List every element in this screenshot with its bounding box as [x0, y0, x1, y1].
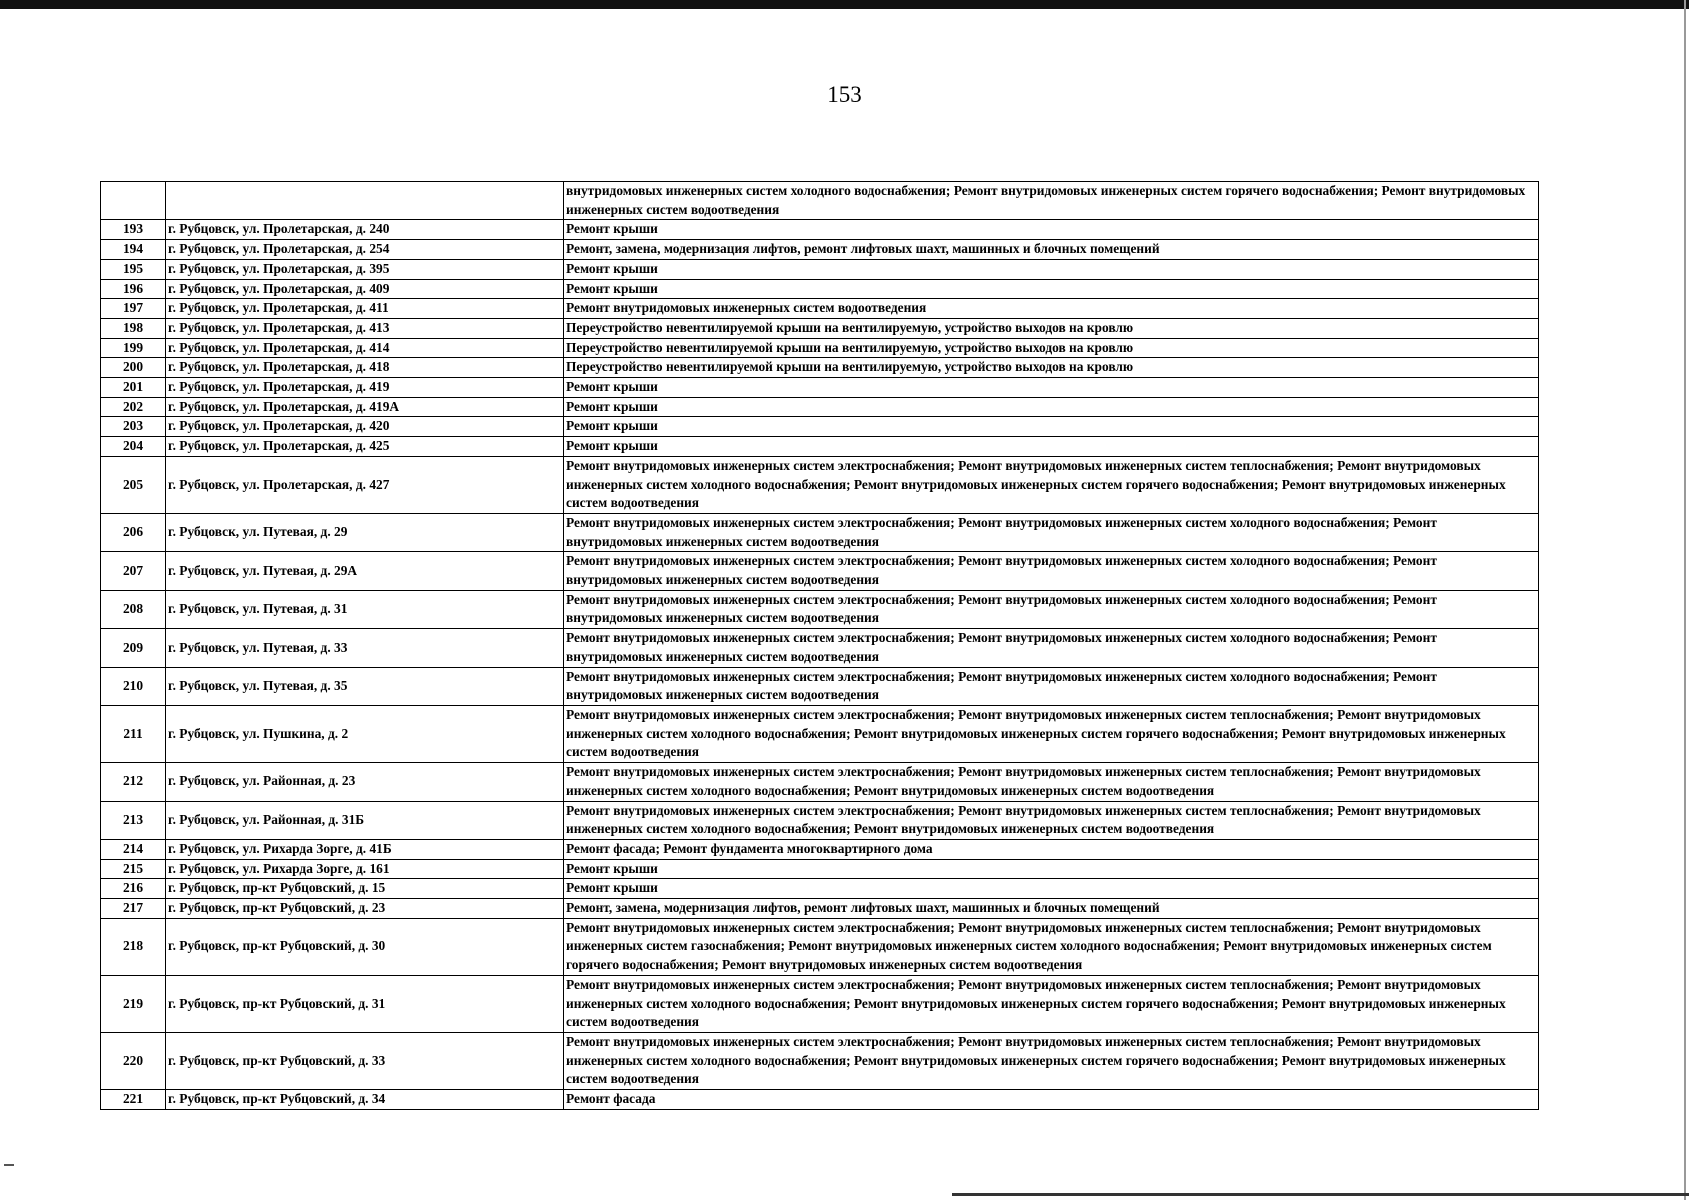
row-number-cell: 207	[101, 552, 166, 590]
row-number-cell: 196	[101, 279, 166, 299]
address-cell: г. Рубцовск, ул. Путевая, д. 35	[166, 667, 564, 705]
work-type-cell: Ремонт крыши	[564, 417, 1539, 437]
row-number-cell: 199	[101, 338, 166, 358]
work-type-cell: Ремонт крыши	[564, 437, 1539, 457]
row-number-cell: 221	[101, 1090, 166, 1110]
address-cell: г. Рубцовск, ул. Пушкина, д. 2	[166, 705, 564, 762]
row-number-cell: 215	[101, 859, 166, 879]
address-cell: г. Рубцовск, ул. Путевая, д. 33	[166, 629, 564, 667]
address-cell: г. Рубцовск, ул. Пролетарская, д. 395	[166, 259, 564, 279]
row-number-cell: 213	[101, 801, 166, 839]
row-number-cell: 195	[101, 259, 166, 279]
row-number-cell: 208	[101, 590, 166, 628]
row-number-cell: 201	[101, 378, 166, 398]
row-number-cell	[101, 182, 166, 220]
work-type-cell: Ремонт внутридомовых инженерных систем электроснабжения; Ремонт внутридомовых инженерных систем холодного водоснабжения; Ремонт внутридомовых инженерных систем водоотведения	[564, 513, 1539, 551]
address-cell: г. Рубцовск, ул. Рихарда Зорге, д. 41Б	[166, 839, 564, 859]
work-type-cell: Ремонт, замена, модернизация лифтов, ремонт лифтовых шахт, машинных и блочных помещений	[564, 240, 1539, 260]
address-cell: г. Рубцовск, пр-кт Рубцовский, д. 34	[166, 1090, 564, 1110]
table-row	[101, 397, 1539, 417]
table-row	[101, 318, 1539, 338]
scan-bottom-border	[952, 1193, 1689, 1196]
row-number-cell: 219	[101, 975, 166, 1032]
address-cell: г. Рубцовск, ул. Пролетарская, д. 254	[166, 240, 564, 260]
table-row	[101, 899, 1539, 919]
table-row	[101, 763, 1539, 801]
address-cell: г. Рубцовск, ул. Путевая, д. 29А	[166, 552, 564, 590]
table-row	[101, 590, 1539, 628]
address-cell: г. Рубцовск, пр-кт Рубцовский, д. 23	[166, 899, 564, 919]
address-cell: г. Рубцовск, ул. Районная, д. 23	[166, 763, 564, 801]
registry-table-body	[101, 182, 1539, 1110]
row-number-cell: 204	[101, 437, 166, 457]
row-number-cell: 211	[101, 705, 166, 762]
work-type-cell: Ремонт внутридомовых инженерных систем электроснабжения; Ремонт внутридомовых инженерных систем холодного водоснабжения; Ремонт внутридомовых инженерных систем водоотведения	[564, 552, 1539, 590]
table-row	[101, 879, 1539, 899]
work-type-cell: Ремонт крыши	[564, 220, 1539, 240]
registry-table	[100, 181, 1539, 1110]
scan-artifact-mark	[4, 1164, 14, 1166]
work-type-cell: Ремонт, замена, модернизация лифтов, ремонт лифтовых шахт, машинных и блочных помещений	[564, 899, 1539, 919]
table-row	[101, 259, 1539, 279]
address-cell: г. Рубцовск, ул. Пролетарская, д. 411	[166, 299, 564, 319]
row-number-cell: 193	[101, 220, 166, 240]
table-row	[101, 1032, 1539, 1089]
table-row	[101, 918, 1539, 975]
table-row	[101, 299, 1539, 319]
work-type-cell: Ремонт крыши	[564, 859, 1539, 879]
row-number-cell: 217	[101, 899, 166, 919]
table-row-continuation	[101, 182, 1539, 220]
work-type-cell: Ремонт крыши	[564, 279, 1539, 299]
work-type-cell: внутридомовых инженерных систем холодного водоснабжения; Ремонт внутридомовых инженерных систем горячего водоснабжения; Ремонт внутридомовых инженерных систем водоотведения	[564, 182, 1539, 220]
work-type-cell: Ремонт крыши	[564, 378, 1539, 398]
table-row	[101, 552, 1539, 590]
work-type-cell: Ремонт внутридомовых инженерных систем электроснабжения; Ремонт внутридомовых инженерных систем холодного водоснабжения; Ремонт внутридомовых инженерных систем водоотведения	[564, 667, 1539, 705]
address-cell: г. Рубцовск, ул. Пролетарская, д. 413	[166, 318, 564, 338]
table-row	[101, 975, 1539, 1032]
work-type-cell: Ремонт внутридомовых инженерных систем электроснабжения; Ремонт внутридомовых инженерных систем холодного водоснабжения; Ремонт внутридомовых инженерных систем водоотведения	[564, 629, 1539, 667]
table-row	[101, 338, 1539, 358]
row-number-cell: 194	[101, 240, 166, 260]
scan-right-edge	[1684, 0, 1686, 1200]
work-type-cell: Ремонт внутридомовых инженерных систем водоотведения	[564, 299, 1539, 319]
work-type-cell: Переустройство невентилируемой крыши на вентилируемую, устройство выходов на кровлю	[564, 318, 1539, 338]
work-type-cell: Ремонт внутридомовых инженерных систем электроснабжения; Ремонт внутридомовых инженерных систем теплоснабжения; Ремонт внутридомовых инженерных систем газоснабжения; Ремонт внутридомовых инженерных систем холодного водоснабжения; Ремонт внутридомовых инженерных систем горячего водоснабжения; Ремонт внутридомовых инженерных систем водоотведения	[564, 918, 1539, 975]
address-cell: г. Рубцовск, ул. Пролетарская, д. 419	[166, 378, 564, 398]
work-type-cell: Переустройство невентилируемой крыши на вентилируемую, устройство выходов на кровлю	[564, 358, 1539, 378]
row-number-cell: 197	[101, 299, 166, 319]
address-cell: г. Рубцовск, ул. Путевая, д. 29	[166, 513, 564, 551]
work-type-cell: Ремонт крыши	[564, 397, 1539, 417]
row-number-cell: 212	[101, 763, 166, 801]
address-cell: г. Рубцовск, ул. Пролетарская, д. 419А	[166, 397, 564, 417]
row-number-cell: 220	[101, 1032, 166, 1089]
table-row	[101, 629, 1539, 667]
work-type-cell: Ремонт внутридомовых инженерных систем электроснабжения; Ремонт внутридомовых инженерных систем теплоснабжения; Ремонт внутридомовых инженерных систем холодного водоснабжения; Ремонт внутридомовых инженерных систем горячего водоснабжения; Ремонт внутридомовых инженерных систем водоотведения	[564, 1032, 1539, 1089]
address-cell: г. Рубцовск, ул. Рихарда Зорге, д. 161	[166, 859, 564, 879]
row-number-cell: 202	[101, 397, 166, 417]
table-row	[101, 240, 1539, 260]
table-row	[101, 358, 1539, 378]
address-cell	[166, 182, 564, 220]
table-row	[101, 456, 1539, 513]
row-number-cell: 200	[101, 358, 166, 378]
address-cell: г. Рубцовск, ул. Пролетарская, д. 240	[166, 220, 564, 240]
table-row	[101, 839, 1539, 859]
work-type-cell: Ремонт внутридомовых инженерных систем электроснабжения; Ремонт внутридомовых инженерных систем теплоснабжения; Ремонт внутридомовых инженерных систем холодного водоснабжения; Ремонт внутридомовых инженерных систем горячего водоснабжения; Ремонт внутридомовых инженерных систем водоотведения	[564, 705, 1539, 762]
table-row	[101, 417, 1539, 437]
row-number-cell: 214	[101, 839, 166, 859]
page-number: 153	[827, 82, 862, 107]
address-cell: г. Рубцовск, пр-кт Рубцовский, д. 15	[166, 879, 564, 899]
row-number-cell: 198	[101, 318, 166, 338]
work-type-cell: Ремонт внутридомовых инженерных систем электроснабжения; Ремонт внутридомовых инженерных систем теплоснабжения; Ремонт внутридомовых инженерных систем холодного водоснабжения; Ремонт внутридомовых инженерных систем горячего водоснабжения; Ремонт внутридомовых инженерных систем водоотведения	[564, 456, 1539, 513]
address-cell: г. Рубцовск, ул. Путевая, д. 31	[166, 590, 564, 628]
address-cell: г. Рубцовск, ул. Пролетарская, д. 409	[166, 279, 564, 299]
work-type-cell: Ремонт внутридомовых инженерных систем электроснабжения; Ремонт внутридомовых инженерных систем холодного водоснабжения; Ремонт внутридомовых инженерных систем водоотведения	[564, 590, 1539, 628]
work-type-cell: Ремонт фасада; Ремонт фундамента многоквартирного дома	[564, 839, 1539, 859]
work-type-cell: Ремонт фасада	[564, 1090, 1539, 1110]
work-type-cell: Ремонт внутридомовых инженерных систем электроснабжения; Ремонт внутридомовых инженерных систем теплоснабжения; Ремонт внутридомовых инженерных систем холодного водоснабжения; Ремонт внутридомовых инженерных систем водоотведения	[564, 763, 1539, 801]
table-row	[101, 279, 1539, 299]
work-type-cell: Ремонт внутридомовых инженерных систем электроснабжения; Ремонт внутридомовых инженерных систем теплоснабжения; Ремонт внутридомовых инженерных систем холодного водоснабжения; Ремонт внутридомовых инженерных систем водоотведения	[564, 801, 1539, 839]
address-cell: г. Рубцовск, пр-кт Рубцовский, д. 33	[166, 1032, 564, 1089]
address-cell: г. Рубцовск, ул. Районная, д. 31Б	[166, 801, 564, 839]
row-number-cell: 203	[101, 417, 166, 437]
scan-top-border	[0, 0, 1689, 9]
row-number-cell: 209	[101, 629, 166, 667]
work-type-cell: Ремонт крыши	[564, 879, 1539, 899]
work-type-cell: Ремонт внутридомовых инженерных систем электроснабжения; Ремонт внутридомовых инженерных систем теплоснабжения; Ремонт внутридомовых инженерных систем холодного водоснабжения; Ремонт внутридомовых инженерных систем горячего водоснабжения; Ремонт внутридомовых инженерных систем водоотведения	[564, 975, 1539, 1032]
table-row	[101, 437, 1539, 457]
address-cell: г. Рубцовск, ул. Пролетарская, д. 420	[166, 417, 564, 437]
table-row	[101, 513, 1539, 551]
registry-table-container	[100, 181, 1538, 1110]
work-type-cell: Переустройство невентилируемой крыши на вентилируемую, устройство выходов на кровлю	[564, 338, 1539, 358]
address-cell: г. Рубцовск, ул. Пролетарская, д. 414	[166, 338, 564, 358]
table-row	[101, 1090, 1539, 1110]
table-row	[101, 705, 1539, 762]
table-row	[101, 220, 1539, 240]
table-row	[101, 378, 1539, 398]
address-cell: г. Рубцовск, ул. Пролетарская, д. 427	[166, 456, 564, 513]
table-row	[101, 859, 1539, 879]
table-row	[101, 801, 1539, 839]
row-number-cell: 216	[101, 879, 166, 899]
row-number-cell: 218	[101, 918, 166, 975]
address-cell: г. Рубцовск, пр-кт Рубцовский, д. 31	[166, 975, 564, 1032]
address-cell: г. Рубцовск, ул. Пролетарская, д. 425	[166, 437, 564, 457]
row-number-cell: 210	[101, 667, 166, 705]
row-number-cell: 206	[101, 513, 166, 551]
work-type-cell: Ремонт крыши	[564, 259, 1539, 279]
address-cell: г. Рубцовск, ул. Пролетарская, д. 418	[166, 358, 564, 378]
address-cell: г. Рубцовск, пр-кт Рубцовский, д. 30	[166, 918, 564, 975]
table-row	[101, 667, 1539, 705]
row-number-cell: 205	[101, 456, 166, 513]
